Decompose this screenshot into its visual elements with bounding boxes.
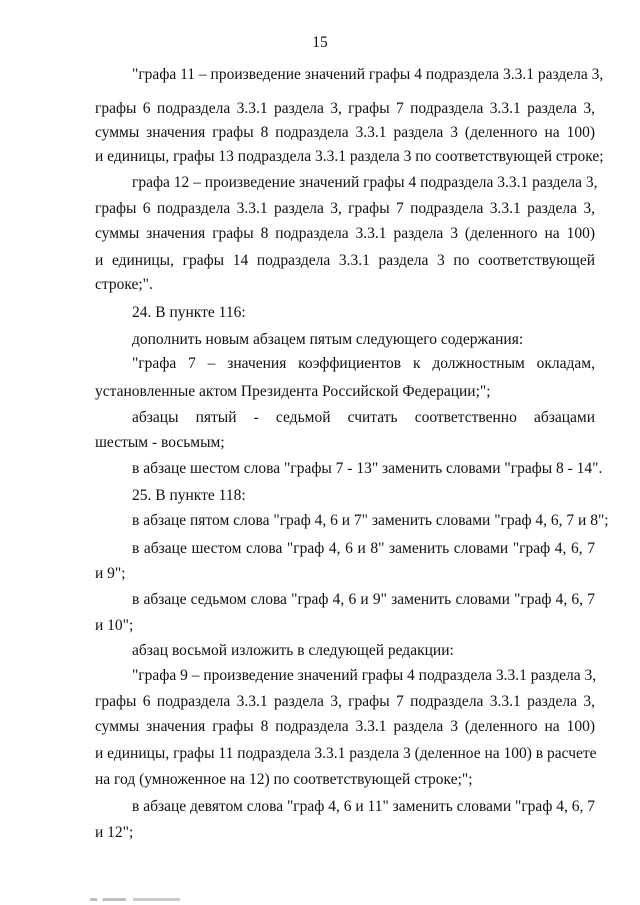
text-line: графы 6 подраздела 3.3.1 раздела 3, графы 7 подраздела 3.3.1 раздела 3, bbox=[95, 200, 595, 217]
text-line: и единицы, графы 13 подраздела 3.3.1 раздела 3 по соответствующей строке; bbox=[95, 148, 604, 165]
text-line: установленные актом Президента Российской Федерации;"; bbox=[95, 383, 491, 400]
scan-artifact bbox=[90, 898, 180, 901]
text-line: на год (умноженное на 12) по соответствующей строке;"; bbox=[95, 771, 473, 788]
item-heading-24: 24. В пункте 116: bbox=[132, 304, 246, 321]
text-line: суммы значения графы 8 подраздела 3.3.1 раздела 3 (деленного на 100) bbox=[95, 124, 595, 141]
text-line: графы 6 подраздела 3.3.1 раздела 3, графы 7 подраздела 3.3.1 раздела 3, bbox=[95, 100, 595, 117]
text-line: "графа 7 – значения коэффициентов к должностным окладам, bbox=[132, 355, 595, 372]
text-line: "графа 9 – произведение значений графы 4 подраздела 3.3.1 раздела 3, bbox=[132, 667, 597, 684]
text-line: и 9"; bbox=[95, 565, 126, 582]
text-line: в абзаце пятом слова "граф 4, 6 и 7" заменить словами "граф 4, 6, 7 и 8"; bbox=[132, 512, 609, 529]
text-line: суммы значения графы 8 подраздела 3.3.1 раздела 3 (деленного на 100) bbox=[95, 718, 595, 735]
text-line: строке;". bbox=[95, 276, 153, 293]
item-heading-25: 25. В пункте 118: bbox=[132, 487, 246, 504]
text-line: в абзаце седьмом слова "граф 4, 6 и 9" заменить словами "граф 4, 6, 7 bbox=[132, 591, 595, 608]
text-line: графы 6 подраздела 3.3.1 раздела 3, графы 7 подраздела 3.3.1 раздела 3, bbox=[95, 693, 595, 710]
text-line: абзацы пятый - седьмой считать соответственно абзацами bbox=[132, 409, 595, 426]
text-line: в абзаце шестом слова "графы 7 - 13" заменить словами "графы 8 - 14". bbox=[132, 460, 603, 477]
text-line: и 10"; bbox=[95, 617, 134, 634]
text-line: графа 12 – произведение значений графы 4 подраздела 3.3.1 раздела 3, bbox=[132, 174, 598, 191]
text-line: суммы значения графы 8 подраздела 3.3.1 раздела 3 (деленного на 100) bbox=[95, 225, 595, 242]
text-line: в абзаце шестом слова "граф 4, 6 и 8" заменить словами "граф 4, 6, 7 bbox=[132, 540, 595, 557]
text-line: и единицы, графы 11 подраздела 3.3.1 раздела 3 (деленное на 100) в расчете bbox=[95, 745, 597, 762]
page-number: 15 bbox=[312, 34, 328, 51]
text-line: и единицы, графы 14 подраздела 3.3.1 раздела 3 по соответствующей bbox=[95, 252, 595, 269]
text-line: шестым - восьмым; bbox=[95, 434, 225, 451]
text-line: "графа 11 – произведение значений графы 4 подраздела 3.3.1 раздела 3, bbox=[132, 66, 604, 83]
text-line: абзац восьмой изложить в следующей редакции: bbox=[132, 642, 454, 659]
text-line: и 12"; bbox=[95, 824, 134, 841]
text-line: дополнить новым абзацем пятым следующего содержания: bbox=[132, 331, 524, 348]
text-line: в абзаце девятом слова "граф 4, 6 и 11" заменить словами "граф 4, 6, 7 bbox=[132, 798, 595, 815]
